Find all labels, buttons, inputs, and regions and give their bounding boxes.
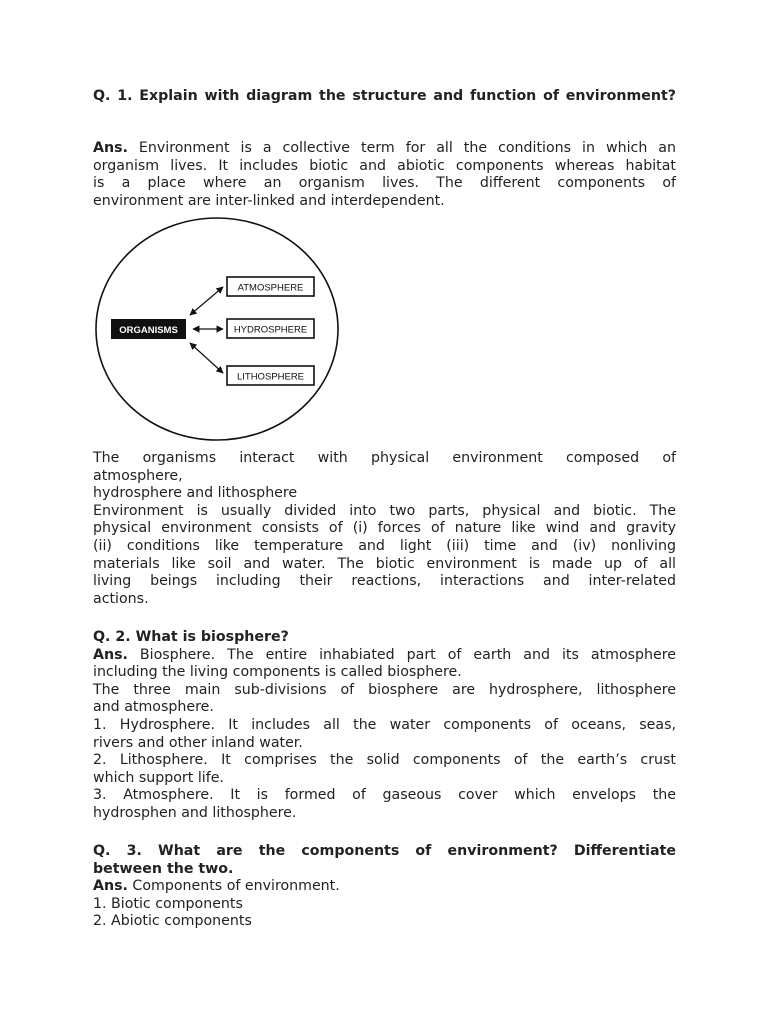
arrow-organisms-lithosphere bbox=[190, 343, 223, 373]
q3-answer-line: Ans. Components of environment. bbox=[93, 878, 340, 895]
q2-line8: which support life. bbox=[93, 769, 224, 786]
q3-question-line2: between the two. bbox=[93, 860, 234, 877]
q1-answer-line2: organism lives. It includes biotic and abiotic components whereas habitat bbox=[93, 157, 676, 174]
q2-line6: rivers and other inland water. bbox=[93, 734, 303, 751]
interaction-line1: The organisms interact with physical environment composed of bbox=[93, 450, 676, 466]
q2-line7: 2. Lithosphere. It comprises the solid components of the earth’s crust bbox=[93, 752, 676, 769]
q2-line10: hydrosphen and lithosphere. bbox=[93, 804, 297, 821]
q2-line4: and atmosphere. bbox=[93, 699, 214, 716]
q3-ans-label: Ans. bbox=[93, 878, 128, 895]
q2-ans-label: Ans. bbox=[93, 646, 128, 663]
environment-para-line6: actions. bbox=[93, 590, 149, 607]
q2-line2: including the living components is called biosphere. bbox=[93, 664, 462, 681]
environment-para-line2: physical environment consists of (i) forces of nature like wind and gravity bbox=[93, 520, 676, 537]
environment-para-line4: materials like soil and water. The biotic environment is made up of all bbox=[93, 555, 676, 572]
q2-line5: 1. Hydrosphere. It includes all the water components of oceans, seas, bbox=[93, 716, 676, 733]
environment-diagram bbox=[93, 213, 347, 445]
q3-section bbox=[93, 843, 676, 931]
q3-question-line1: Q. 3. What are the components of environment? Differentiate bbox=[93, 843, 676, 859]
q1-answer-line3: is a place where an organism lives. The different components of bbox=[93, 175, 676, 192]
q3-item-biotic: 1. Biotic components bbox=[93, 895, 243, 912]
environment-para-line3: (ii) conditions like temperature and light (iii) time and (iv) nonliving bbox=[93, 537, 676, 554]
q2-question: Q. 2. What is biosphere? bbox=[93, 629, 289, 645]
q2-line1: Ans. Biosphere. The entire inhabiated part of earth and its atmosphere bbox=[93, 646, 676, 663]
q1-ans-label: Ans. bbox=[93, 140, 128, 156]
environment-para-line5: living beings including their reactions, interactions and inter-related bbox=[93, 573, 676, 590]
environment-diagram-svg bbox=[93, 213, 347, 445]
q1-answer bbox=[93, 140, 676, 210]
interaction-line2: atmosphere, bbox=[93, 467, 183, 484]
q1-answer-line4: environment are inter-linked and interdependent. bbox=[93, 192, 445, 209]
q3-item-abiotic: 2. Abiotic components bbox=[93, 913, 252, 930]
interaction-text bbox=[93, 450, 676, 608]
atmosphere-label: ATMOSPHERE bbox=[237, 282, 304, 294]
q2-line9: 3. Atmosphere. It is formed of gaseous cover which envelops the bbox=[93, 787, 676, 804]
interaction-line3: hydrosphere and lithosphere bbox=[93, 485, 298, 502]
q2-line3: The three main sub-divisions of biosphere are hydrosphere, lithosphere bbox=[93, 681, 676, 698]
q2-section bbox=[93, 629, 676, 823]
lithosphere-label: LITHOSPHERE bbox=[236, 371, 305, 383]
q1-answer-line1: Ans. Environment is a collective term for all the conditions in which an bbox=[93, 140, 676, 156]
hydrosphere-label: HYDROSPHERE bbox=[233, 324, 308, 336]
environment-para-line1: Environment is usually divided into two parts, physical and biotic. The bbox=[93, 502, 676, 519]
q1-section bbox=[93, 88, 676, 106]
q1-question-line1 bbox=[93, 88, 676, 106]
organisms-label: ORGANISMS bbox=[119, 325, 178, 336]
arrow-organisms-atmosphere bbox=[190, 287, 223, 315]
q1-question: Q. 1. Explain with diagram the structure and function of environment? bbox=[93, 88, 676, 104]
